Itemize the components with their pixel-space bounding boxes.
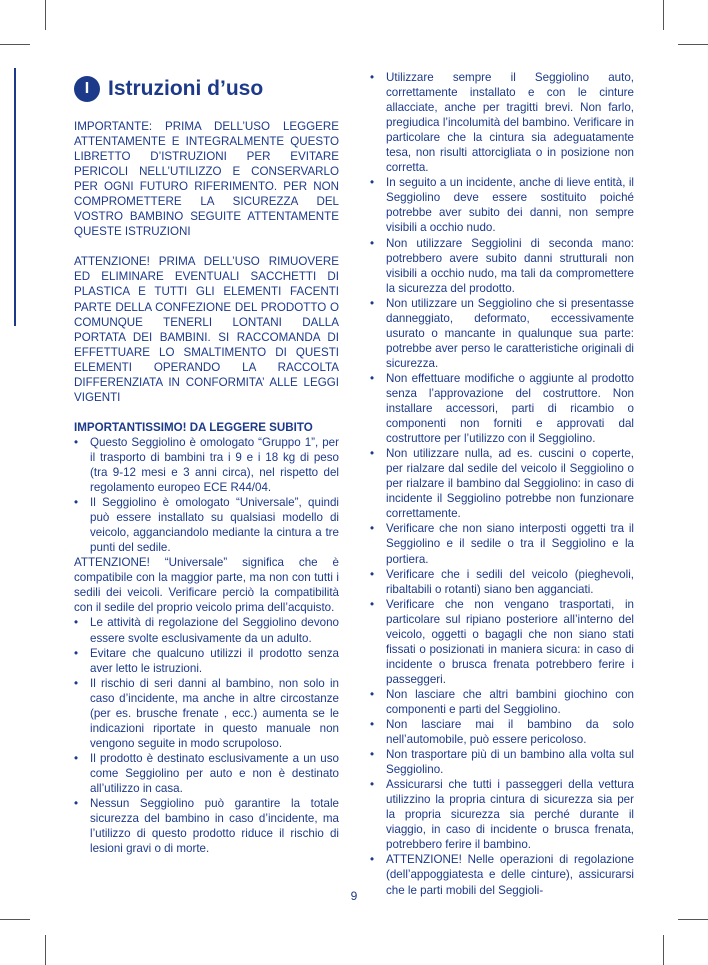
list-item: • Assicurarsi che tutti i passeggeri della vettura utilizzino la propria cintura di sicurezza sia per la propria sicurezza sia perché durante il viaggio, in caso di incidente o brusca frenata, potrebbero ferire il bambino.: [370, 777, 634, 852]
warning-paragraph: ATTENZIONE! PRIMA DELL’USO RIMUOVERE ED ELIMINARE EVENTUALI SACCHETTI DI PLASTICA E TUTTI GLI ELEMENTI FACENTI PARTE DELLA CONFEZIONE DEL PRODOTTO O COMUNQUE TENERLI LONTANI DALLA PORTATA DEI BAMBINI. SI RACCOMANDA DI EFFETTUARE LO SMALTIMENTO DI QUESTI ELEMENTI OPERANDO LA RACCOLTA DIFFERENZIATA IN CONFORMITA’ ALLE LEGGI VIGENTI: [74, 255, 339, 404]
list-item: • Non lasciare che altri bambini giochino con componenti e parti del Seggiolino.: [370, 687, 634, 717]
bullet-list-3: [370, 70, 634, 898]
list-item: • Questo Seggiolino è omologato “Gruppo 1”, per il trasporto di bambini tra i 9 e i 18 kg di peso (tra 9-12 mesi e 3 anni circa), nel rispetto del regolamento europeo ECE R44/04.: [74, 435, 339, 495]
left-column: [74, 72, 339, 856]
list-item: • Evitare che qualcuno utilizzi il prodotto senza aver letto le istruzioni.: [74, 646, 339, 676]
page-title: Istruzioni d’uso: [108, 77, 264, 101]
crop-mark: [663, 0, 664, 30]
list-item: • Non utilizzare un Seggiolino che si presentasse danneggiato, deformato, eccessivamente usurato o mancante in qualunque sua parte: potrebbe aver perso le caratteristiche originali di sicurezza.: [370, 296, 634, 371]
bullet-list-2: [74, 615, 339, 856]
list-item: • ATTENZIONE! Nelle operazioni di regolazione (dell’appoggiatesta e delle cinture), assicurarsi che le parti mobili del Seggioli-: [370, 852, 634, 897]
list-item: • Non utilizzare Seggiolini di seconda mano: potrebbero avere subito danni strutturali non visibili a occhio nudo, ma tali da compromettere la sicurezza del prodotto.: [370, 236, 634, 296]
list-item: • Il rischio di seri danni al bambino, non solo in caso d’incidente, ma anche in altre circostanze (per es. brusche frenate , ecc.) aumenta se le indicazioni riportate in questo manuale non vengono seguite in modo scrupoloso.: [74, 676, 339, 751]
crop-mark: [0, 919, 30, 920]
list-item: • Le attività di regolazione del Seggiolino devono essere svolte esclusivamente da un adulto.: [74, 615, 339, 645]
crop-mark: [678, 919, 708, 920]
list-item: • Verificare che non vengano trasportati, in particolare sul ripiano posteriore all’interno del veicolo, oggetti o bagagli che non siano stati fissati o posizionati in maniera sicura: in caso di incidente o brusca frenata potrebbero ferire i passeggeri.: [370, 597, 634, 687]
list-item: • Il prodotto è destinato esclusivamente a un uso come Seggiolino per auto e non è destinato all’utilizzo in casa.: [74, 751, 339, 796]
crop-mark: [678, 44, 708, 45]
universal-warning-paragraph: ATTENZIONE! “Universale” significa che è compatibile con la maggior parte, ma non con tutti i sedili dei veicoli. Verificare perciò la compatibilità con il sedile del proprio veicolo prima dell’acquisto.: [74, 556, 339, 615]
page-number: 9: [350, 889, 358, 903]
language-badge: I: [74, 76, 100, 102]
section-subheading: IMPORTANTISSIMO! DA LEGGERE SUBITO: [74, 420, 313, 434]
crop-mark: [663, 935, 664, 965]
list-item: • Non trasportare più di un bambino alla volta sul Seggiolino.: [370, 747, 634, 777]
crop-mark: [0, 44, 30, 45]
list-item: • Verificare che i sedili del veicolo (pieghevoli, ribaltabili o rotanti) siano ben agganciati.: [370, 567, 634, 597]
important-paragraph: IMPORTANTE: PRIMA DELL’USO LEGGERE ATTENTAMENTE E INTEGRALMENTE QUESTO LIBRETTO D’ISTRUZIONI PER EVITARE PERICOLI NELL’UTILIZZO E CONSERVARLO PER OGNI FUTURO RIFERIMENTO. PER NON COMPROMETTERE LA SICUREZZA DEL VOSTRO BAMBINO SEGUITE ATTENTAMENTE QUESTE ISTRUZIONI: [74, 120, 339, 239]
right-column: [370, 70, 634, 898]
list-item: • Utilizzare sempre il Seggiolino auto, correttamente installato e con le cinture allacciate, anche per tragitti brevi. Non farlo, pregiudica l’incolumità del bambino. Verificare in particolare che la cintura sia adeguatamente tesa, non risulti attorcigliata o in posizione non corretta.: [370, 70, 634, 175]
section-header: [74, 72, 339, 106]
list-item: • In seguito a un incidente, anche di lieve entità, il Seggiolino deve essere sostituito poiché potrebbe aver subito dei danni, non sempre visibili a occhio nudo.: [370, 175, 634, 235]
margin-rule: [14, 68, 16, 326]
list-item: • Non utilizzare nulla, ad es. cuscini o coperte, per rialzare dal sedile del veicolo il Seggiolino o per rialzare il bambino dal Seggiolino: in caso di incidente il Seggiolino potrebbe non funzionare correttamente.: [370, 446, 634, 521]
list-item: • Non lasciare mai il bambino da solo nell’automobile, può essere pericoloso.: [370, 717, 634, 747]
list-item: • Nessun Seggiolino può garantire la totale sicurezza del bambino in caso d’incidente, ma l’utilizzo di questo prodotto riduce il rischio di lesioni gravi o di morte.: [74, 796, 339, 856]
list-item: • Il Seggiolino è omologato “Universale”, quindi può essere installato su qualsiasi modello di veicolo, agganciandolo mediante la cintura a tre punti del sedile.: [74, 495, 339, 555]
bullet-list-1: [74, 435, 339, 555]
crop-mark: [45, 0, 46, 30]
list-item: • Non effettuare modifiche o aggiunte al prodotto senza l’approvazione del costruttore. Non installare accessori, parti di ricambio o componenti non forniti e approvati dal costruttore per l’utilizzo con il Seggiolino.: [370, 371, 634, 446]
list-item: • Verificare che non siano interposti oggetti tra il Seggiolino e il sedile o tra il Seggiolino e la portiera.: [370, 521, 634, 566]
crop-mark: [45, 935, 46, 965]
